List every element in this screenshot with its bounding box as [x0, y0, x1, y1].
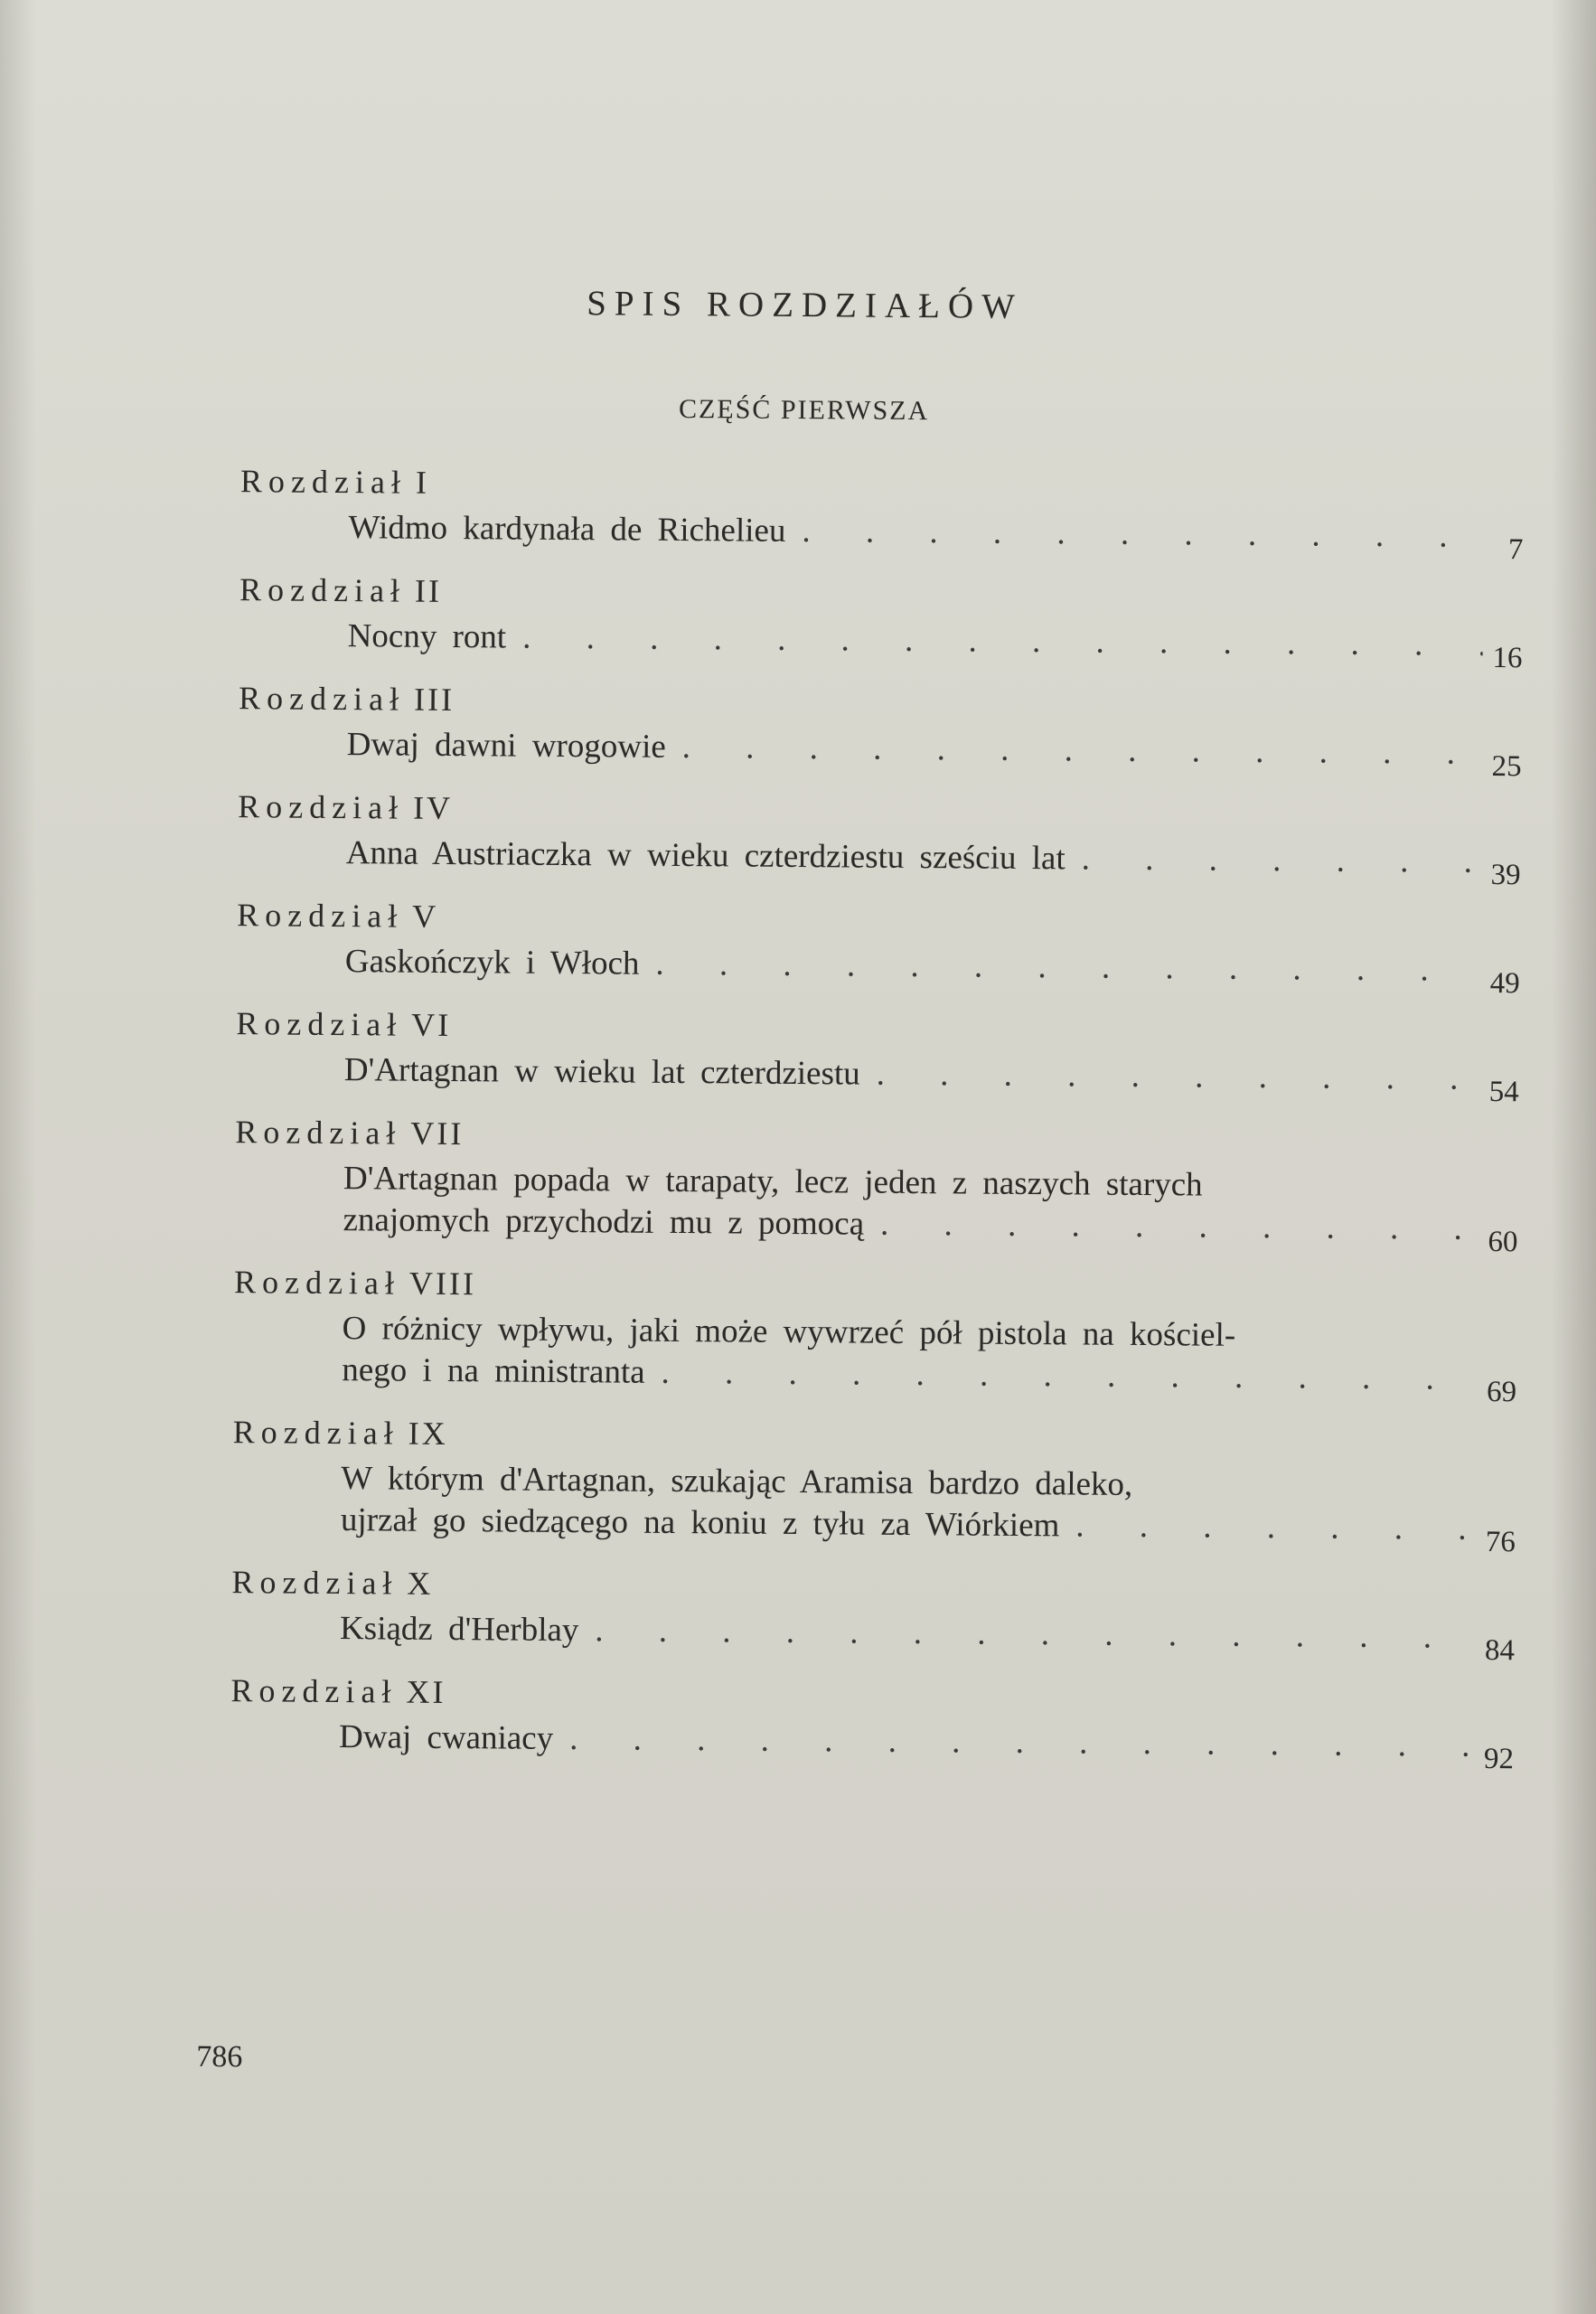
- page-number: 92: [1483, 1743, 1515, 1776]
- chapter-title: D'Artagnan w wieku lat czterdziestu: [343, 1051, 860, 1093]
- dot-leader: [595, 1610, 1475, 1659]
- toc-entry: [239, 461, 1524, 567]
- chapter-heading: [239, 569, 1523, 619]
- chapter-label: Rozdział: [232, 1414, 399, 1452]
- page-number: 60: [1488, 1226, 1518, 1259]
- chapter-label: Rozdział: [230, 1672, 398, 1710]
- chapter-number: XI: [406, 1673, 446, 1710]
- chapter-label: Rozdział: [237, 897, 404, 935]
- toc-entry: [237, 895, 1521, 1001]
- chapter-title-line: [347, 616, 1495, 666]
- page-title: SPIS ROZDZIAŁÓW: [587, 284, 1024, 326]
- chapter-heading: [230, 1670, 1514, 1720]
- chapter-title: Dwaj cwaniacy: [338, 1718, 554, 1757]
- chapter-title: ujrzał go siedzącego na koniu z tyłu za Wiórkiem: [340, 1501, 1060, 1545]
- chapter-title: nego i na ministranta: [342, 1351, 645, 1391]
- chapter-title-line: [342, 1350, 1489, 1400]
- chapter-label: Rozdział: [231, 1564, 399, 1602]
- page-number: 39: [1490, 859, 1521, 892]
- chapter-title-line: [343, 1199, 1490, 1250]
- page-number: 7: [1507, 533, 1524, 567]
- chapter-title: Ksiądz d'Herblay: [339, 1610, 579, 1650]
- page-number: 25: [1491, 750, 1522, 784]
- toc-entry: [232, 1412, 1516, 1559]
- toc-entry: [233, 1262, 1517, 1409]
- toc-entry: [238, 786, 1522, 892]
- page-number: 54: [1488, 1076, 1519, 1109]
- chapter-title-line: [340, 1608, 1488, 1659]
- chapter-heading: [240, 461, 1524, 511]
- chapter-number: II: [414, 572, 443, 609]
- page-number: 69: [1486, 1376, 1517, 1409]
- chapter-title: Nocny ront: [347, 617, 507, 656]
- chapter-number: VII: [410, 1115, 465, 1152]
- dot-leader: [682, 727, 1482, 775]
- chapter-number: IX: [408, 1415, 448, 1452]
- chapter-label: Rozdział: [238, 680, 406, 718]
- dot-leader: [1082, 838, 1481, 882]
- chapter-title-line: O różnicy wpływu, jaki może wywrzeć pół pistola na kościel-: [342, 1310, 1236, 1354]
- dot-leader: [569, 1718, 1474, 1767]
- chapter-label: Rozdział: [233, 1264, 401, 1302]
- dot-leader: [655, 944, 1480, 992]
- chapter-heading: [236, 1003, 1519, 1053]
- chapter-heading: [234, 1262, 1517, 1312]
- chapter-number: III: [413, 681, 455, 719]
- table-of-contents: [230, 461, 1524, 1789]
- chapter-heading: [233, 1412, 1516, 1462]
- toc-entry: [239, 569, 1523, 675]
- chapter-title-line: [345, 941, 1493, 992]
- chapter-title-line: [346, 832, 1494, 883]
- chapter-label: Rozdział: [236, 1005, 403, 1043]
- chapter-title: Gaskończyk i Włoch: [344, 943, 640, 983]
- chapter-number: I: [415, 464, 430, 501]
- chapter-title-line: W którym d'Artagnan, szukając Aramisa bardzo daleko,: [341, 1460, 1133, 1503]
- chapter-number: IV: [412, 789, 454, 827]
- chapter-heading: [239, 678, 1522, 728]
- toc-entry: [230, 1670, 1515, 1776]
- chapter-number: V: [412, 898, 439, 935]
- chapter-title: Widmo kardynała de Richelieu: [348, 509, 786, 550]
- chapter-title-line: [347, 724, 1495, 775]
- toc-entry: [231, 1562, 1516, 1668]
- page-number: 49: [1489, 967, 1520, 1001]
- dot-leader: [877, 1054, 1479, 1100]
- toc-entry: [238, 678, 1523, 784]
- chapter-label: Rozdział: [235, 1114, 402, 1152]
- chapter-title: znajomych przychodzi mu z pomocą: [343, 1201, 865, 1243]
- toc-entry: [234, 1112, 1518, 1259]
- chapter-title: Dwaj dawni wrogowie: [346, 726, 666, 766]
- chapter-title-line: [341, 1500, 1488, 1550]
- chapter-heading: [235, 1112, 1518, 1162]
- dot-leader: [802, 511, 1484, 558]
- page-number: 16: [1492, 642, 1523, 675]
- page-number: 76: [1485, 1526, 1516, 1559]
- page-number: 84: [1484, 1634, 1516, 1668]
- dot-leader: [880, 1204, 1479, 1250]
- folio-page-number: 786: [196, 2039, 243, 2074]
- toc-entry: [236, 1003, 1520, 1109]
- dot-leader: [1075, 1505, 1476, 1549]
- chapter-heading: [237, 895, 1520, 945]
- chapter-title: Anna Austriaczka w wieku czterdziestu sześciu lat: [345, 834, 1066, 878]
- chapter-label: Rozdział: [238, 788, 405, 826]
- chapter-title-line: D'Artagnan popada w tarapaty, lecz jeden z naszych starych: [343, 1160, 1203, 1204]
- chapter-label: Rozdział: [239, 571, 407, 609]
- chapter-title-line: [348, 507, 1496, 558]
- chapter-label: Rozdział: [239, 463, 408, 501]
- chapter-number: VIII: [408, 1265, 477, 1303]
- chapter-number: X: [407, 1565, 434, 1602]
- part-heading: CZĘŚĆ PIERWSZA: [678, 393, 930, 427]
- chapter-number: VI: [411, 1006, 452, 1044]
- chapter-heading: [231, 1562, 1515, 1612]
- chapter-title-line: [344, 1049, 1492, 1100]
- dot-leader: [522, 617, 1483, 666]
- chapter-heading: [238, 786, 1521, 836]
- dot-leader: [661, 1352, 1477, 1400]
- chapter-title-line: [339, 1717, 1487, 1767]
